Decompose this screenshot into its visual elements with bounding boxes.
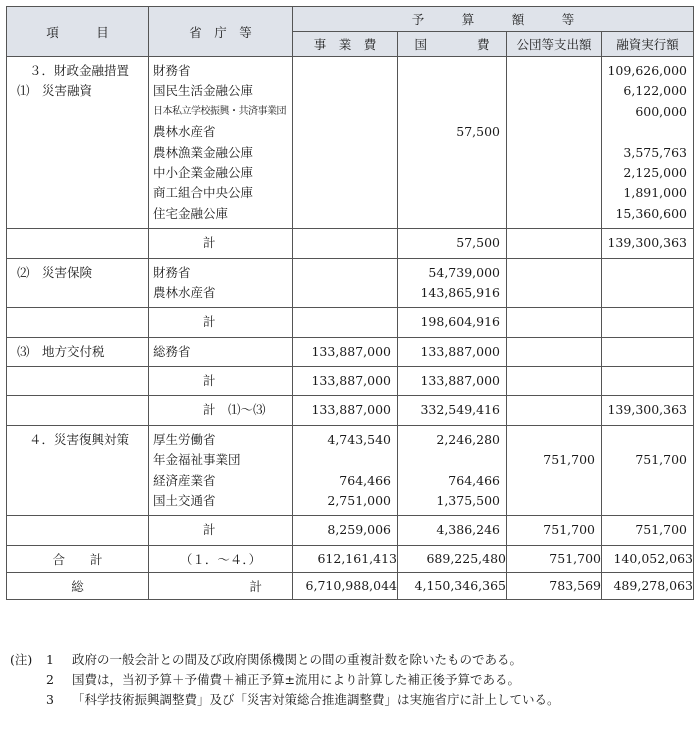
value-cell-koku — [398, 337, 507, 366]
value-koku: 57,500 — [456, 124, 500, 140]
budget-table — [6, 6, 694, 600]
agency-label: 農林水産省 — [153, 284, 216, 300]
value-cell-yushi — [602, 396, 694, 425]
value-cell-kodan — [507, 425, 602, 516]
agency-label: 中小企業金融公庫 — [153, 164, 254, 180]
value-yushi — [606, 491, 687, 511]
value-koku: 198,604,916 — [420, 314, 500, 330]
value-cell-yushi — [602, 258, 694, 308]
agency-label: 計 — [203, 522, 216, 538]
agency-label: 計 — [203, 314, 216, 330]
value-jigyo: 133,887,000 — [311, 343, 391, 359]
table-row — [7, 367, 694, 396]
sum-value-yushi: 140,052,063 — [602, 545, 694, 572]
value-cell-yushi — [602, 516, 694, 545]
item-label: ３．財政金融措置 — [29, 63, 130, 78]
agency-label: 計 ⑴〜⑶ — [203, 402, 266, 418]
value-kodan — [511, 163, 595, 183]
item-cell — [7, 258, 149, 308]
table-row — [7, 229, 694, 258]
value-cell-yushi — [602, 425, 694, 516]
agency-cell — [149, 258, 293, 308]
value-cell-jigyo — [293, 425, 398, 516]
value-koku — [402, 102, 500, 122]
value-koku: 133,887,000 — [420, 373, 500, 389]
value-yushi: 751,700 — [635, 452, 688, 468]
value-koku: 143,865,916 — [420, 284, 500, 300]
item-label: ４．災害復興対策 — [29, 431, 130, 447]
item-cell — [7, 337, 149, 366]
item-label: ⑴ 災害融資 — [17, 83, 93, 99]
value-jigyo: 4,743,540 — [327, 431, 391, 447]
header-jigyo: 事 業 費 — [293, 32, 398, 57]
value-koku — [402, 143, 500, 163]
agency-cell — [149, 367, 293, 396]
agency-label: 財務省 — [153, 63, 191, 78]
value-cell-koku — [398, 425, 507, 516]
value-jigyo — [297, 61, 391, 81]
value-kodan — [511, 491, 595, 511]
agency-cell — [149, 229, 293, 258]
grand-total-row — [7, 572, 694, 599]
value-yushi: 15,360,600 — [615, 205, 688, 221]
agency-label: 住宅金融公庫 — [153, 205, 229, 221]
value-jigyo — [297, 204, 391, 224]
value-cell-kodan — [507, 258, 602, 308]
value-koku: 2,246,280 — [436, 431, 500, 447]
value-koku: 4,386,246 — [436, 522, 500, 538]
sum-value-koku: 689,225,480 — [398, 545, 507, 572]
value-kodan — [511, 61, 595, 81]
table-row — [7, 308, 694, 337]
value-cell-jigyo — [293, 516, 398, 545]
total-row — [7, 545, 694, 572]
sum-value-yushi: 489,278,063 — [602, 572, 694, 599]
value-cell-jigyo — [293, 229, 398, 258]
value-kodan — [511, 122, 595, 142]
table-row — [7, 337, 694, 366]
value-kodan — [511, 233, 595, 253]
value-cell-jigyo — [293, 396, 398, 425]
value-cell-yushi — [602, 337, 694, 366]
header-ministry: 省 庁 等 — [149, 7, 293, 57]
agency-cell — [149, 425, 293, 516]
value-koku — [402, 163, 500, 183]
value-yushi — [606, 122, 687, 142]
note-text: 「科学技術振興調整費」及び「災害対策総合推進調整費」は実施省庁に計上している。 — [72, 692, 560, 707]
agency-cell — [149, 308, 293, 337]
header-kodan: 公団等支出額 — [507, 32, 602, 57]
value-jigyo — [297, 312, 391, 332]
value-kodan — [511, 471, 595, 491]
value-koku — [402, 204, 500, 224]
agency-label: 農林漁業金融公庫 — [153, 144, 254, 160]
value-yushi: 1,891,000 — [623, 185, 688, 201]
sum-value-jigyo: 6,710,988,044 — [293, 572, 398, 599]
note-line — [6, 690, 693, 710]
value-cell-koku — [398, 367, 507, 396]
value-kodan — [511, 102, 595, 122]
value-yushi — [606, 471, 687, 491]
value-cell-koku — [398, 516, 507, 545]
sum-value-kodan: 751,700 — [507, 545, 602, 572]
note-number: 3 — [46, 692, 54, 707]
value-yushi: 139,300,363 — [607, 235, 688, 251]
note-label: (注) — [10, 652, 33, 667]
value-jigyo: 2,751,000 — [327, 493, 391, 509]
value-kodan — [511, 342, 595, 362]
header-budget: 予 算 額 等 — [293, 7, 694, 32]
note-text: 政府の一般会計との間及び政府関係機関との間の重複計数を除いたものである。 — [72, 652, 523, 667]
value-koku: 332,549,416 — [420, 402, 500, 418]
value-cell-yushi — [602, 308, 694, 337]
value-cell-koku — [398, 258, 507, 308]
table-row — [7, 57, 694, 229]
sum-value-koku: 4,150,346,365 — [398, 572, 507, 599]
item-cell — [7, 425, 149, 516]
value-jigyo — [297, 183, 391, 203]
value-kodan — [511, 204, 595, 224]
value-koku: 54,739,000 — [428, 264, 500, 280]
value-jigyo — [297, 450, 391, 470]
item-cell — [7, 367, 149, 396]
sum-scope: 計 — [149, 572, 293, 599]
value-koku — [402, 183, 500, 203]
agency-cell — [149, 516, 293, 545]
value-koku — [402, 81, 500, 101]
value-cell-jigyo — [293, 367, 398, 396]
value-jigyo: 133,887,000 — [311, 402, 391, 418]
value-kodan — [511, 263, 595, 283]
agency-label: 総務省 — [153, 343, 191, 359]
value-koku: 764,466 — [448, 472, 500, 488]
value-kodan — [511, 183, 595, 203]
note-text: 国費は，当初予算＋予備費＋補正予算±流用により計算した補正後予算である。 — [72, 672, 520, 687]
agency-label: 国民生活金融公庫 — [153, 83, 254, 99]
agency-label: 農林水産省 — [153, 124, 216, 140]
value-yushi — [606, 283, 687, 303]
table-row — [7, 396, 694, 425]
value-jigyo — [297, 163, 391, 183]
sum-value-jigyo: 612,161,413 — [293, 545, 398, 572]
agency-label: 厚生労働省 — [153, 431, 216, 447]
value-cell-yushi — [602, 367, 694, 396]
note-number: 2 — [46, 672, 54, 687]
value-cell-koku — [398, 229, 507, 258]
table-row — [7, 425, 694, 516]
value-kodan — [511, 81, 595, 101]
value-kodan: 751,700 — [543, 452, 595, 468]
value-cell-kodan — [507, 396, 602, 425]
table-row — [7, 258, 694, 308]
sum-label: 総 — [7, 572, 149, 599]
agency-label: 計 — [203, 235, 216, 251]
agency-label: 財務省 — [153, 264, 191, 280]
value-yushi: 600,000 — [635, 103, 688, 119]
agency-cell — [149, 396, 293, 425]
value-yushi: 6,122,000 — [623, 83, 688, 99]
value-yushi: 3,575,763 — [623, 144, 688, 160]
value-jigyo — [297, 233, 391, 253]
value-cell-koku — [398, 308, 507, 337]
value-yushi — [606, 263, 687, 283]
value-cell-kodan — [507, 516, 602, 545]
note-line — [6, 650, 693, 670]
value-jigyo — [297, 81, 391, 101]
value-cell-kodan — [507, 367, 602, 396]
value-cell-jigyo — [293, 337, 398, 366]
value-yushi — [606, 342, 687, 362]
value-kodan — [511, 430, 595, 450]
agency-cell — [149, 57, 293, 229]
value-kodan: 751,700 — [543, 522, 595, 538]
table-row — [7, 516, 694, 545]
note-line — [6, 670, 693, 690]
notes — [6, 650, 693, 710]
item-cell — [7, 308, 149, 337]
agency-cell — [149, 337, 293, 366]
value-yushi: 2,125,000 — [623, 164, 688, 180]
header-yushi: 融資実行額 — [602, 32, 694, 57]
value-yushi — [606, 430, 687, 450]
value-cell-jigyo — [293, 308, 398, 337]
item-cell — [7, 229, 149, 258]
item-label: ⑵ 災害保険 — [17, 264, 93, 280]
value-cell-koku — [398, 396, 507, 425]
value-koku: 57,500 — [456, 235, 500, 251]
value-jigyo: 764,466 — [339, 472, 391, 488]
value-cell-kodan — [507, 57, 602, 229]
value-cell-kodan — [507, 337, 602, 366]
item-cell — [7, 57, 149, 229]
value-cell-kodan — [507, 229, 602, 258]
sum-scope: （１．〜４．） — [149, 545, 293, 572]
value-cell-yushi — [602, 57, 694, 229]
agency-label: 商工組合中央公庫 — [153, 185, 254, 201]
value-yushi: 109,626,000 — [607, 63, 688, 78]
sum-value-kodan: 783,569 — [507, 572, 602, 599]
agency-label: 計 — [203, 373, 216, 389]
value-cell-koku — [398, 57, 507, 229]
value-kodan — [511, 371, 595, 391]
agency-label: 経済産業省 — [153, 472, 216, 488]
value-cell-jigyo — [293, 57, 398, 229]
value-yushi — [606, 312, 687, 332]
table-body — [7, 57, 694, 600]
agency-label: 日本私立学校振興・共済事業団 — [153, 105, 286, 117]
value-cell-jigyo — [293, 258, 398, 308]
agency-label: 年金福祉事業団 — [153, 452, 241, 468]
item-cell — [7, 516, 149, 545]
item-cell — [7, 396, 149, 425]
sum-label: 合 計 — [7, 545, 149, 572]
note-number: 1 — [46, 652, 54, 667]
header-koku: 国 費 — [398, 32, 507, 57]
value-yushi: 139,300,363 — [607, 402, 688, 418]
value-jigyo — [297, 102, 391, 122]
value-jigyo — [297, 283, 391, 303]
value-cell-yushi — [602, 229, 694, 258]
value-jigyo: 8,259,006 — [327, 522, 391, 538]
value-koku — [402, 61, 500, 81]
value-jigyo: 133,887,000 — [311, 373, 391, 389]
value-jigyo — [297, 263, 391, 283]
value-kodan — [511, 143, 595, 163]
value-jigyo — [297, 143, 391, 163]
value-yushi — [606, 371, 687, 391]
header-item: 項 目 — [7, 7, 149, 57]
value-kodan — [511, 312, 595, 332]
value-koku: 1,375,500 — [436, 493, 500, 509]
value-yushi: 751,700 — [635, 522, 688, 538]
value-kodan — [511, 400, 595, 420]
value-cell-kodan — [507, 308, 602, 337]
value-kodan — [511, 283, 595, 303]
value-jigyo — [297, 122, 391, 142]
value-koku: 133,887,000 — [420, 343, 500, 359]
agency-label: 国土交通省 — [153, 493, 216, 509]
value-koku — [402, 450, 500, 470]
item-label: ⑶ 地方交付税 — [17, 343, 105, 359]
